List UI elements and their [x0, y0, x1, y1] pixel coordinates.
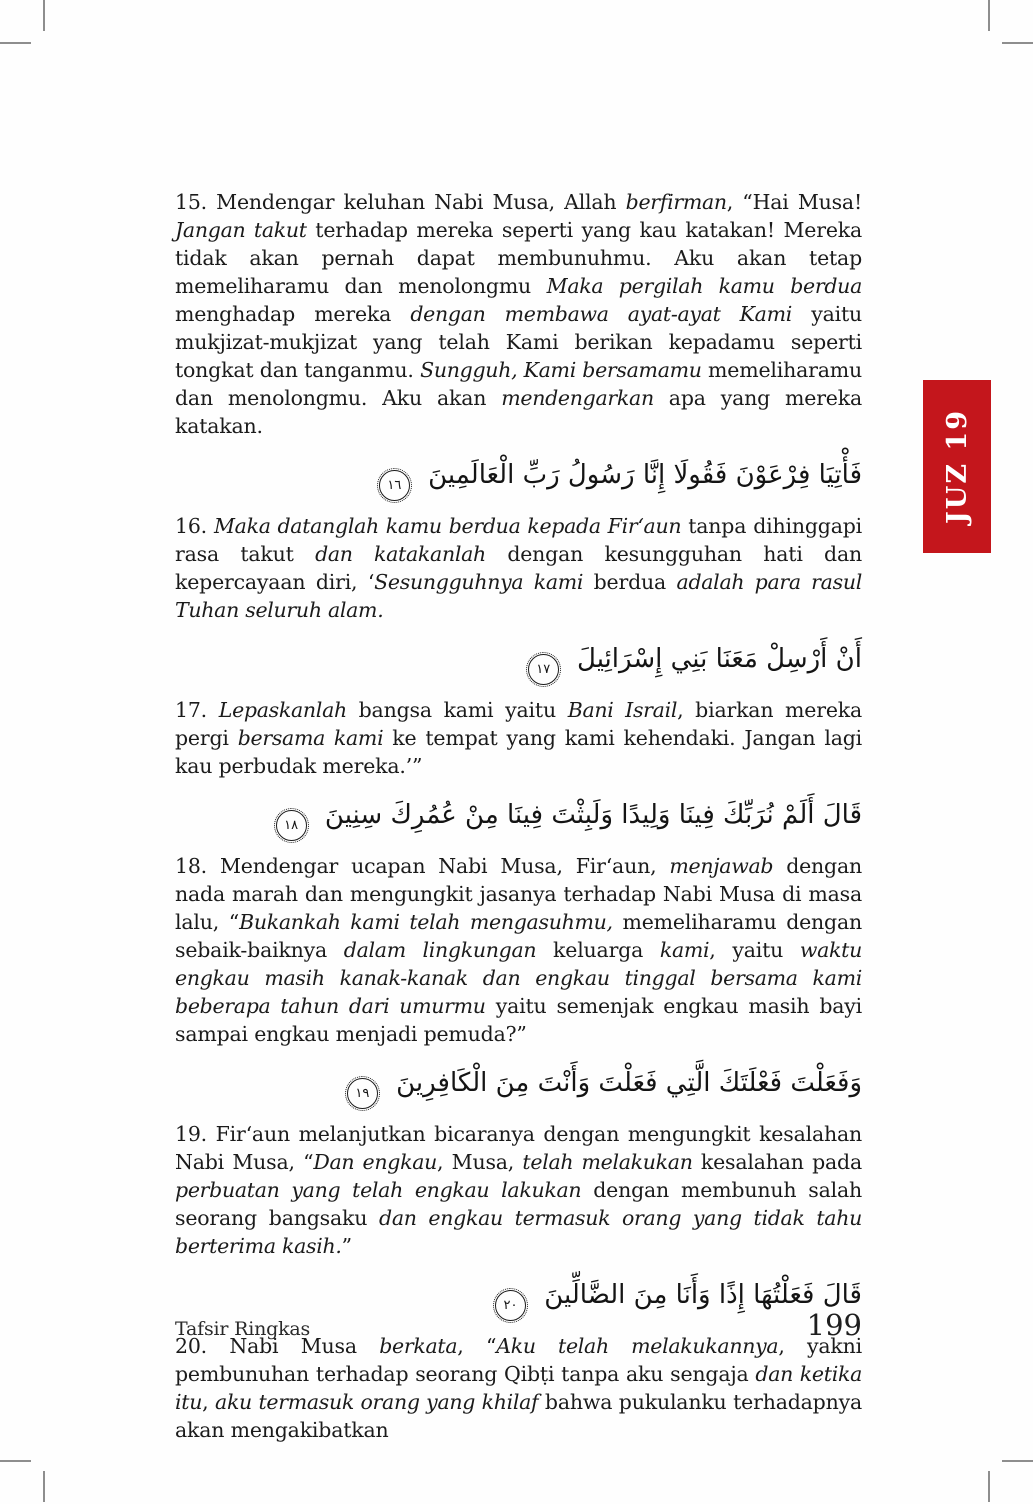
- crop-mark: [988, 0, 990, 31]
- juz-tab-label: JUZ 19: [941, 408, 973, 525]
- page-number: 199: [806, 1308, 862, 1342]
- ayah-arabic-text: وَفَعَلْتَ فَعْلَتَكَ الَّتِي فَعَلْتَ وَأَنْتَ مِنَ الْكَافِرِينَ: [396, 1068, 862, 1098]
- ayah-number-medallion: ٢٠: [495, 1290, 526, 1321]
- tafsir-paragraph-19: 19. Fir‘aun melanjutkan bicaranya dengan mengungkit kesalahan Nabi Musa, “Dan engkau, Musa, telah melakukan kesalahan pada perbuatan yang telah engkau lakukan dengan membunuh salah seorang bangsaku dan engkau termasuk orang yang tidak tahu berterima kasih.”: [175, 1122, 863, 1258]
- ayah-arabic-text: فَأْتِيَا فِرْعَوْنَ فَقُولَا إِنَّا رَسُولُ رَبِّ الْعَالَمِينَ: [428, 460, 862, 490]
- ayah-arabic-text: قَالَ فَعَلْتُهَا إِذًا وَأَنَا مِنَ الضَّالِّينَ: [544, 1280, 862, 1310]
- quran-verse-17: [175, 633, 862, 685]
- crop-mark: [43, 0, 45, 31]
- juz-tab: [923, 380, 991, 553]
- crop-mark: [0, 1460, 31, 1462]
- ayah-number-medallion: ١٩: [347, 1078, 378, 1109]
- ayah-number-medallion: ١٨: [276, 810, 307, 841]
- tafsir-content: [175, 188, 862, 1444]
- ayah-number-medallion: ١٧: [528, 654, 559, 685]
- crop-mark: [1002, 42, 1033, 44]
- quran-verse-19: [175, 1057, 862, 1109]
- page-footer: [175, 1308, 862, 1342]
- tafsir-paragraph-20: 20. Nabi Musa berkata, “Aku telah melakukannya, yakni pembunuhan terhadap seorang Qibṭi tanpa aku sengaja dan ketika itu, aku termasuk orang yang khilaf bahwa pukulanku terhadapnya akan mengakibatkan: [175, 1334, 863, 1442]
- footer-book-title: Tafsir Ringkas: [175, 1318, 311, 1340]
- crop-mark: [1002, 1460, 1033, 1462]
- tafsir-paragraph-15: 15. Mendengar keluhan Nabi Musa, Allah berfirman, “Hai Musa! Jangan takut terhadap mereka seperti yang kau katakan! Mereka tidak akan pernah dapat membunuhmu. Aku akan tetap memeliharamu dan menolongmu Maka pergilah kamu berdua menghadap mereka dengan membawa ayat-ayat Kami yaitu mukjizat-mukjizat yang telah Kami berikan kepadamu seperti tongkat dan tanganmu. Sungguh, Kami bersamamu memeliharamu dan menolongmu. Aku akan mendengarkan apa yang mereka katakan.: [175, 190, 863, 438]
- quran-verse-16: [175, 449, 862, 501]
- crop-mark: [988, 1471, 990, 1502]
- tafsir-paragraph-17: 17. Lepaskanlah bangsa kami yaitu Bani Israil, biarkan mereka pergi bersama kami ke tempat yang kami kehendaki. Jangan lagi kau perbudak mereka.’”: [175, 698, 863, 778]
- ayah-number-medallion: ١٦: [379, 470, 410, 501]
- tafsir-paragraph-16: 16. Maka datanglah kamu berdua kepada Fir‘aun tanpa dihinggapi rasa takut dan katakanlah dengan kesungguhan hati dan kepercayaan diri, ‘Sesungguhnya kami berdua adalah para rasul Tuhan seluruh alam.: [175, 514, 863, 622]
- tafsir-paragraph-18: 18. Mendengar ucapan Nabi Musa, Fir‘aun, menjawab dengan nada marah dan mengungkit jasanya terhadap Nabi Musa di masa lalu, “Bukankah kami telah mengasuhmu, memeliharamu dengan sebaik-baiknya dalam lingkungan keluarga kami, yaitu waktu engkau masih kanak-kanak dan engkau tinggal bersama kami beberapa tahun dari umurmu yaitu semenjak engkau masih bayi sampai engkau menjadi pemuda?”: [175, 854, 863, 1046]
- crop-mark: [43, 1471, 45, 1502]
- ayah-arabic-text: أَنْ أَرْسِلْ مَعَنَا بَنِي إِسْرَائِيلَ: [577, 644, 862, 674]
- quran-verse-18: [175, 789, 862, 841]
- ayah-arabic-text: قَالَ أَلَمْ نُرَبِّكَ فِينَا وَلِيدًا وَلَبِثْتَ فِينَا مِنْ عُمُرِكَ سِنِينَ: [324, 800, 862, 830]
- crop-mark: [0, 42, 31, 44]
